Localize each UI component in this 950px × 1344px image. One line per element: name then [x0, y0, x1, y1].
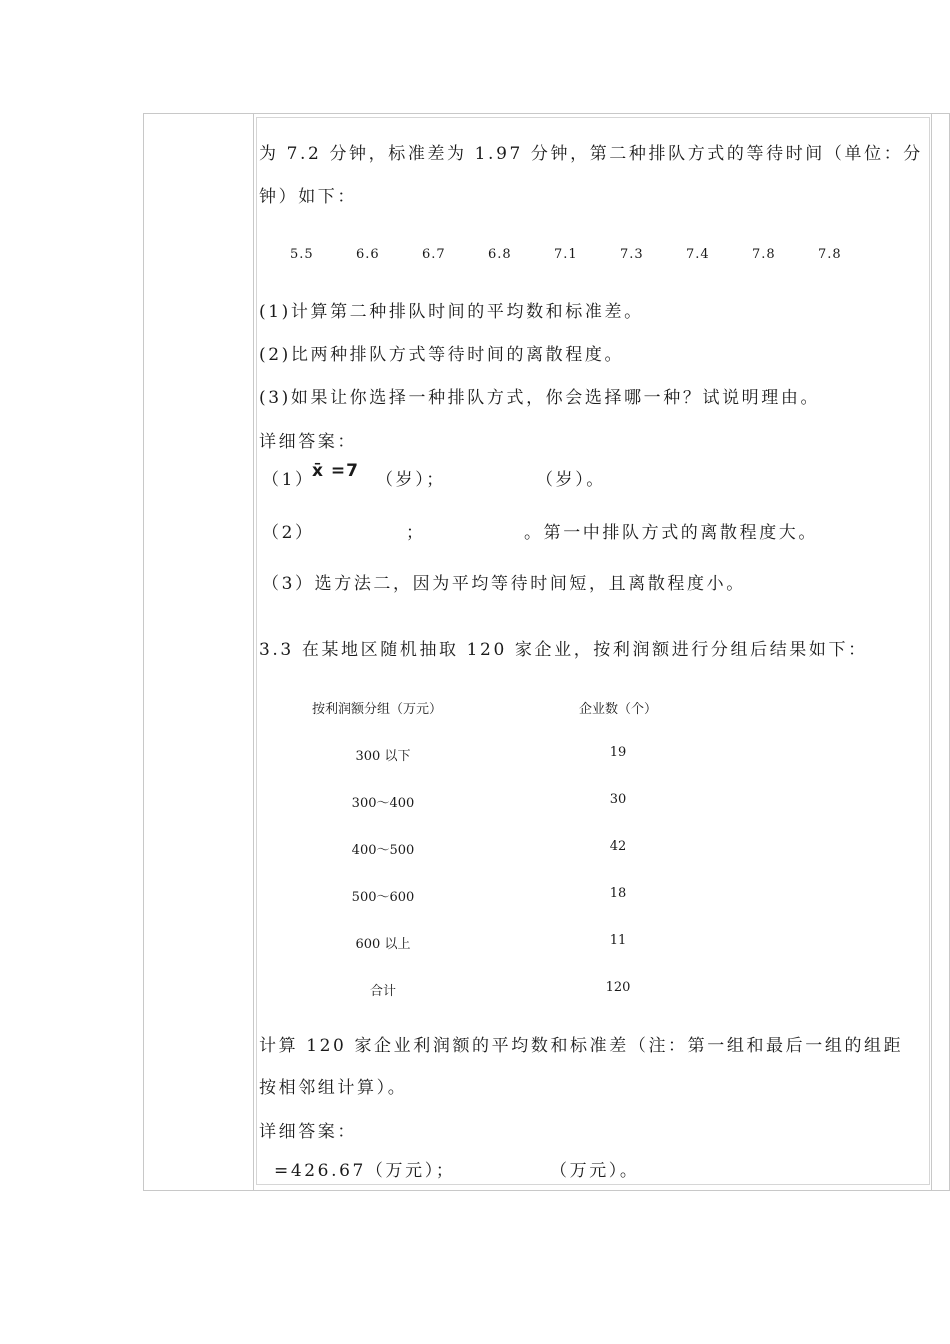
table-cell: 120 [605, 980, 631, 995]
wait-time-value: 5.5 [290, 247, 314, 262]
table-cell: 500～600 [351, 890, 415, 905]
column-divider-right [931, 113, 932, 1191]
wait-time-value: 7.3 [620, 247, 644, 262]
answer-heading: 详细答案： [259, 432, 357, 452]
problem-3-3-ask-line-2: 按相邻组计算）。 [259, 1078, 408, 1098]
question-3: (3)如果让你选择一种排队方式，你会选择哪一种？试说明理由。 [259, 388, 821, 408]
intro-line-1: 为 7.2 分钟，标准差为 1.97 分钟，第二种排队方式的等待时间（单位：分 [259, 144, 923, 164]
answer-2-separator: ； [406, 523, 426, 543]
answer-2-text: 。第一中排队方式的离散程度大。 [524, 523, 818, 543]
table-cell: 400～500 [351, 843, 415, 858]
answer-1-prefix: （1） [262, 470, 315, 490]
table-cell: 300 以下 [355, 749, 411, 764]
intro-line-2: 钟）如下： [259, 187, 357, 207]
table-cell: 42 [609, 839, 627, 854]
question-1: (1)计算第二种排队时间的平均数和标准差。 [259, 302, 644, 322]
table-cell: 300～400 [351, 796, 415, 811]
wait-time-value: 6.6 [356, 247, 380, 262]
answer-2-prefix: （2） [262, 523, 315, 543]
wait-time-value: 7.4 [686, 247, 710, 262]
table-cell: 30 [609, 792, 627, 807]
problem-3-3-stem: 3.3 在某地区随机抽取 120 家企业，按利润额进行分组后结果如下： [259, 640, 868, 660]
wait-time-value: 6.8 [488, 247, 512, 262]
wait-time-value: 7.1 [554, 247, 578, 262]
answer-std-unit: （万元）。 [550, 1161, 640, 1181]
table-cell: 19 [609, 745, 627, 760]
table-cell: 18 [609, 886, 627, 901]
wait-time-value: 6.7 [422, 247, 446, 262]
column-divider-left [253, 113, 254, 1191]
table-cell: 11 [609, 933, 627, 948]
wait-time-value: 7.8 [818, 247, 842, 262]
answer-heading-2: 详细答案： [259, 1122, 357, 1142]
table-header: 企业数（个） [578, 702, 657, 717]
table-cell: 合计 [369, 984, 396, 999]
answer-mean: =426.67（万元）； [274, 1161, 456, 1181]
answer-1-unit: （岁）； [376, 470, 446, 490]
question-2: (2)比两种排队方式等待时间的离散程度。 [259, 345, 625, 365]
problem-3-3-ask-line-1: 计算 120 家企业利润额的平均数和标准差（注：第一组和最后一组的组距 [259, 1036, 904, 1056]
table-header: 按利润额分组（万元） [312, 702, 443, 717]
wait-time-value: 7.8 [752, 247, 776, 262]
answer-3: （3）选方法二，因为平均等待时间短，且离散程度小。 [262, 574, 746, 594]
mean-formula: x̄ =7 [312, 461, 359, 481]
table-cell: 600 以上 [355, 937, 411, 952]
answer-1-unit-2: （岁）。 [536, 470, 606, 490]
